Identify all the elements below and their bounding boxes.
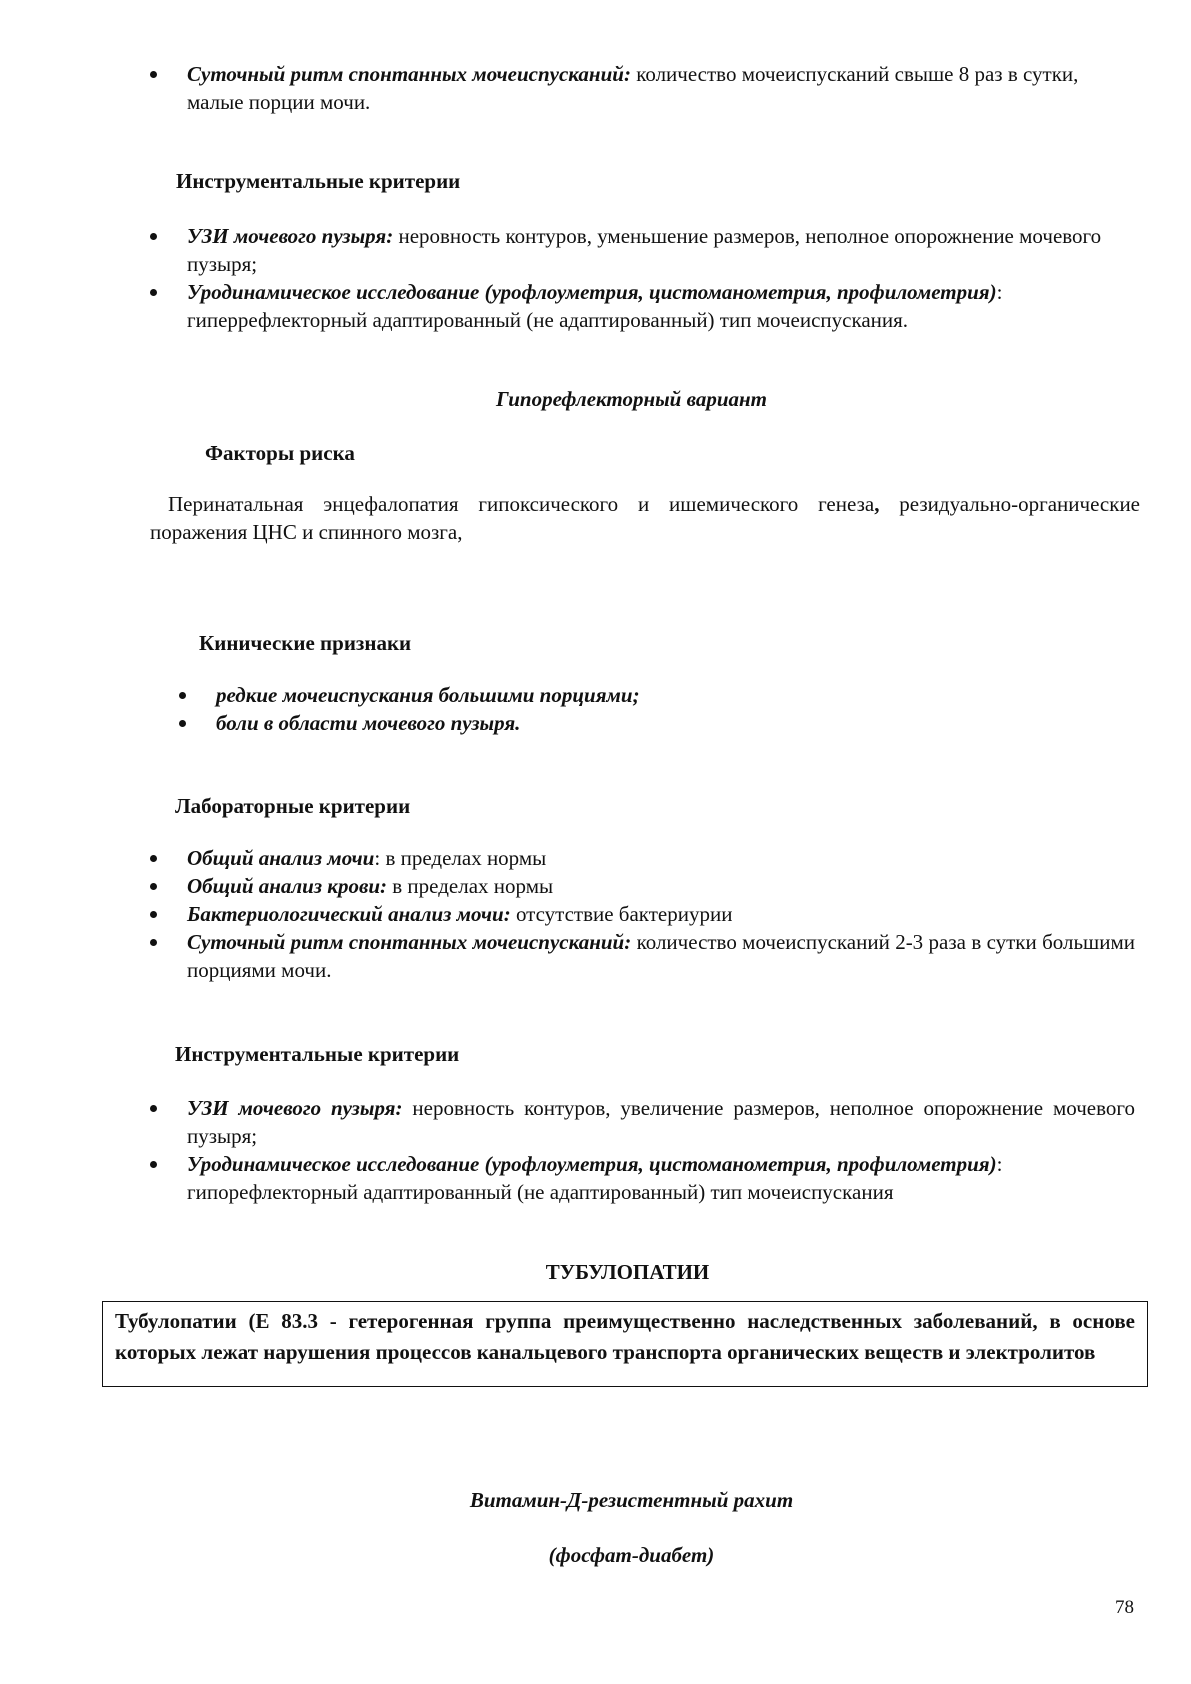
bullet-icon: [150, 289, 157, 296]
bullet-icon: [150, 939, 157, 946]
item-text: неровность контуров, уменьшение размеров, неполное опорожнение мочевого пузыря;: [187, 224, 1102, 276]
definition-box: [102, 1301, 1148, 1387]
bullet-icon: [150, 233, 157, 240]
page-number: 78: [1115, 1597, 1134, 1618]
bullet-icon: [150, 71, 157, 78]
section-heading-instrumental-1: Инструментальные критерии: [176, 169, 461, 193]
item-text: редкие мочеиспускания большими порциями;: [216, 683, 640, 707]
item-text: количество мочеиспусканий 2-3 раза в сутки большими порциями мочи.: [187, 930, 1135, 982]
instrumental-list-1: [150, 222, 1135, 334]
clinical-signs-list: [179, 681, 1135, 737]
bullet-icon: [150, 855, 157, 862]
risk-text-part-1: Перинатальная энцефалопатия гипоксического и ишемического генеза: [168, 492, 875, 516]
bullet-icon: [150, 911, 157, 918]
item-lead: Суточный ритм спонтанных мочеиспусканий:: [187, 930, 632, 954]
subsection-subtitle-rickets: (фосфат-диабет): [548, 1543, 715, 1567]
laboratory-list: [150, 844, 1135, 984]
section-heading-risk-factors: Факторы риска: [205, 441, 355, 465]
item-text: количество мочеиспусканий свыше 8 раз в сутки, малые порции мочи.: [187, 62, 1079, 114]
item-text: : гипорефлекторный адаптированный (не адаптированный) тип мочеиспускания: [187, 1152, 1003, 1204]
item-lead: Уродинамическое исследование (урофлоуметрия, цистоманометрия, профилометрия): [187, 1152, 997, 1176]
item-text: в пределах нормы: [387, 874, 554, 898]
item-lead: УЗИ мочевого пузыря:: [187, 224, 394, 248]
item-text: отсутствие бактериурии: [510, 902, 733, 926]
list-item: [150, 1150, 1135, 1206]
subsection-title-rickets: Витамин-Д-резистентный рахит: [469, 1488, 794, 1512]
item-text: неровность контуров, увеличение размеров, неполное опорожнение мочевого пузыря;: [187, 1096, 1135, 1148]
bullet-icon: [150, 1161, 157, 1168]
item-text: : гиперрефлекторный адаптированный (не адаптированный) тип мочеиспускания.: [187, 280, 1003, 332]
bullet-icon: [179, 692, 186, 699]
list-item: [150, 872, 1135, 900]
daily-rhythm-list: [150, 60, 1135, 116]
item-lead: Суточный ритм спонтанных мочеиспусканий:: [187, 62, 631, 86]
section-heading-laboratory: Лабораторные критерии: [175, 794, 411, 818]
item-lead: Общий анализ мочи: [187, 846, 375, 870]
risk-comma: ,: [874, 492, 880, 516]
bullet-icon: [150, 1105, 157, 1112]
definition-text: Тубулопатии (Е 83.3 - гетерогенная группа преимущественно наследственных заболеваний, в основе которых лежат нарушения процессов канальцевого транспорта органических веществ и электролитов: [115, 1309, 1135, 1364]
list-item: [150, 844, 1135, 872]
subsection-title-hyporeflex: Гипорефлекторный вариант: [495, 387, 768, 411]
bullet-icon: [150, 883, 157, 890]
item-text: боли в области мочевого пузыря.: [216, 711, 521, 735]
section-heading-clinical-signs: Кинические признаки: [199, 631, 412, 655]
item-text: : в пределах нормы: [374, 846, 547, 870]
item-lead: Общий анализ крови:: [187, 874, 388, 898]
section-title-tubulopathies: ТУБУЛОПАТИИ: [545, 1260, 710, 1284]
item-lead: УЗИ мочевого пузыря:: [187, 1096, 403, 1120]
section-heading-instrumental-2: Инструментальные критерии: [175, 1042, 460, 1066]
list-item: [179, 681, 1135, 709]
list-item: [150, 1094, 1135, 1150]
list-item: [150, 928, 1135, 984]
bullet-icon: [179, 720, 186, 727]
risk-factors-paragraph: [150, 490, 1140, 546]
item-lead: Бактериологический анализ мочи:: [187, 902, 511, 926]
list-item: [150, 222, 1135, 278]
list-item: [179, 709, 1135, 737]
list-item: [150, 60, 1135, 116]
instrumental-list-2: [150, 1094, 1135, 1206]
list-item: [150, 278, 1135, 334]
item-lead: Уродинамическое исследование (урофлоуметрия, цистоманометрия, профилометрия): [187, 280, 997, 304]
risk-text-part-2: резидуально-органические поражения ЦНС и спинного мозга,: [150, 492, 1140, 544]
list-item: [150, 900, 1135, 928]
